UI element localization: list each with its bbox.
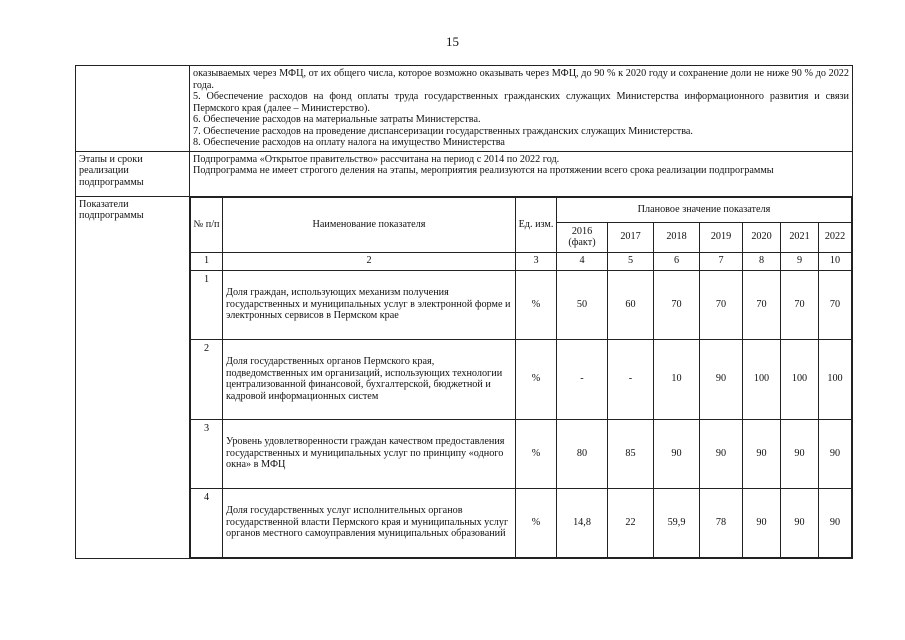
indicator-value: 100 [819,339,852,419]
indicator-value: 70 [781,270,819,339]
indicator-value: 90 [819,419,852,488]
header-year: 2019 [700,222,743,252]
indicator-value: 90 [743,488,781,557]
indicator-value: 22 [608,488,654,557]
header-year: 2018 [654,222,700,252]
indicator-value: - [557,339,608,419]
goal-line: 5. Обеспечение расходов на фонд оплаты труда государственных гражданских служащих Министерства информационного развития и связи Пермского края (далее – Министерство). [193,91,849,114]
header-year: 2016 (факт) [557,222,608,252]
table-row [191,270,852,339]
indicator-value: 70 [654,270,700,339]
stages-label: Этапы и сроки реализации подпрограммы [76,151,190,196]
indicator-value: 100 [743,339,781,419]
column-number: 1 [191,252,223,270]
indicator-value: 90 [654,419,700,488]
indicator-name: Доля государственных органов Пермского края, подведомственных им организаций, использующих технологии централизованной финансовой, бухгалтерской, бюджетной и кадровой информационных систем [223,339,516,419]
indicator-unit: % [516,339,557,419]
indicators-label: Показатели подпрограммы [76,196,190,558]
passport-table [75,65,853,559]
indicator-unit: % [516,419,557,488]
row-number: 3 [191,419,223,488]
goal-line: оказываемых через МФЦ, от их общего числа, которое возможно оказывать через МФЦ, до 90 % к 2020 году и сохранение доли не ниже 90 % до 2022 года. [193,68,849,91]
table-row [191,339,852,419]
indicator-value: 78 [700,488,743,557]
indicator-value: 90 [743,419,781,488]
page-number: 15 [446,34,459,49]
goals-label-cell [76,66,190,152]
indicator-value: 100 [781,339,819,419]
indicator-value: 70 [819,270,852,339]
column-number: 10 [819,252,852,270]
row-number: 2 [191,339,223,419]
indicator-value: 60 [608,270,654,339]
indicator-value: 10 [654,339,700,419]
column-number: 9 [781,252,819,270]
goal-line: 7. Обеспечение расходов на проведение диспансеризации государственных гражданских служащих Министерства. [193,125,693,137]
stages-content-cell [190,151,853,196]
header-num: № п/п [191,197,223,252]
indicator-value: - [608,339,654,419]
indicator-value: 90 [819,488,852,557]
indicator-value: 59,9 [654,488,700,557]
column-number: 5 [608,252,654,270]
column-number: 6 [654,252,700,270]
indicator-unit: % [516,270,557,339]
header-year: 2020 [743,222,781,252]
table-row [191,419,852,488]
row-number: 1 [191,270,223,339]
header-unit: Ед. изм. [516,197,557,252]
indicator-value: 90 [781,419,819,488]
header-name: Наименование показателя [223,197,516,252]
indicator-name: Доля граждан, использующих механизм получения государственных и муниципальных услуг в электронной форме и электронных сервисов в Пермском крае [223,270,516,339]
column-number: 8 [743,252,781,270]
goal-line: 6. Обеспечение расходов на материальные затраты Министерства. [193,114,481,125]
column-number: 7 [700,252,743,270]
header-year: 2022 [819,222,852,252]
indicator-value: 85 [608,419,654,488]
column-number: 2 [223,252,516,270]
column-number: 3 [516,252,557,270]
row-number: 4 [191,488,223,557]
goals-row [76,66,853,152]
indicator-value: 80 [557,419,608,488]
indicator-value: 90 [700,419,743,488]
indicators-table [190,197,852,558]
indicator-value: 90 [781,488,819,557]
indicator-value: 90 [700,339,743,419]
column-number: 4 [557,252,608,270]
indicator-unit: % [516,488,557,557]
indicators-row [76,196,853,558]
column-numbers-row [191,252,852,270]
indicator-value: 14,8 [557,488,608,557]
indicators-content-cell [190,196,853,558]
stages-line: Подпрограмма «Открытое правительство» рассчитана на период с 2014 по 2022 год. [193,153,560,165]
header-planned: Плановое значение показателя [557,197,852,222]
stages-line: Подпрограмма не имеет строгого деления на этапы, мероприятия реализуются на протяжении всего срока реализации подпрограммы [193,165,774,176]
indicator-value: 70 [700,270,743,339]
goals-content-cell [190,66,853,152]
header-year: 2021 [781,222,819,252]
indicator-name: Уровень удовлетворенности граждан качеством предоставления государственных и муниципальных услуг по принципу «одного окна» в МФЦ [223,419,516,488]
indicator-value: 50 [557,270,608,339]
table-row [191,488,852,557]
indicator-name: Доля государственных услуг исполнительных органов государственной власти Пермского края и муниципальных услуг органов местного самоуправления муниципальных образований [223,488,516,557]
indicator-value: 70 [743,270,781,339]
header-year: 2017 [608,222,654,252]
stages-row [76,151,853,196]
goal-line: 8. Обеспечение расходов на оплату налога на имущество Министерства [193,137,505,148]
